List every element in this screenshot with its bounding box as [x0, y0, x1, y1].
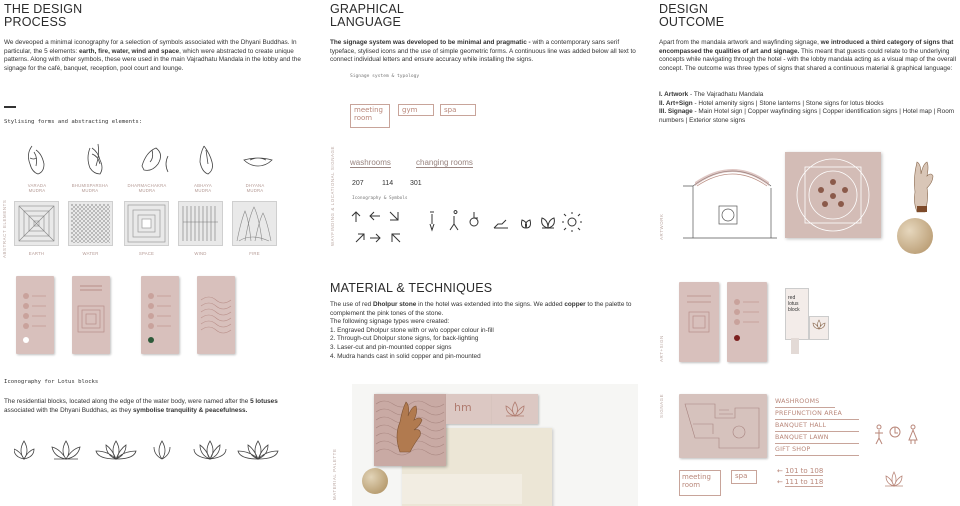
hm-tile — [446, 394, 492, 424]
wind-pattern-icon — [179, 202, 222, 245]
toilet-icons — [873, 424, 933, 446]
fire-tile — [232, 201, 277, 246]
earth-pattern-icon — [15, 202, 58, 245]
text-run: Apart from the mandala artwork and wayfinding signage, — [659, 39, 821, 46]
hotel-map-plan — [679, 394, 767, 458]
text-run: The signage system was developed to be minimal and pragmatic - — [330, 39, 533, 46]
hm-tile-text: hm — [454, 401, 472, 414]
room-range-1-text: 101 to 108 — [785, 467, 824, 475]
stylising-subheading: Stylising forms and abstracting elements: — [4, 119, 143, 125]
stone-sign-1 — [16, 276, 54, 354]
lotus-block-sign — [785, 288, 809, 340]
artwork-label: ARTWORK — [659, 213, 664, 240]
lotus-tile — [492, 394, 538, 424]
directory-banquet-lawn: BANQUET LAWN — [775, 432, 859, 444]
title-line-2: OUTCOME — [659, 15, 725, 29]
element-label-space: SPACE — [138, 251, 155, 256]
outcome-item-1-text: - The Vajradhatu Mandala — [688, 91, 764, 98]
text-run: , which were abstracted to create unique patterns. Along with other symbols, these were used in the main Vajradhatu Mandala in the lobby and the signage for the café, banquet, reception, pool court and lounge. — [4, 47, 301, 72]
amenity-stone-engraving-2 — [727, 282, 767, 362]
element-label-water: WATER — [82, 251, 99, 256]
water-pattern-icon — [69, 202, 112, 245]
element-label-earth: EARTH — [28, 251, 45, 256]
mudra-caption-1: VARADA MUDRA — [27, 183, 47, 193]
spa-sign-outcome: spa — [731, 470, 757, 484]
washrooms-sign: washrooms — [350, 158, 391, 167]
lotus-block-text: red lotus block — [788, 295, 800, 313]
iconography-title: Iconography & Symbols — [352, 196, 408, 201]
small-lotus-icon — [810, 317, 828, 331]
stone-sign-2 — [72, 276, 110, 354]
stone-wave-pattern — [197, 276, 235, 354]
title-line-1: GRAPHICAL — [330, 2, 405, 16]
room-range-1: ← 101 to 108 — [777, 467, 824, 475]
column-design-outcome — [645, 0, 960, 506]
gym-sign: gym — [398, 104, 434, 116]
graphical-language-intro — [330, 39, 636, 65]
directory-washrooms: WASHROOMS — [775, 396, 835, 408]
title-line-2: LANGUAGE — [330, 15, 402, 29]
text-run: we introduced a third category of signs that encompassed the qualities of art and signage. — [659, 39, 954, 55]
abstract-elements-label: ABSTRACT ELEMENTS — [2, 199, 7, 258]
material-list-item-4: 4. Mudra hands cast in solid copper and pin-mounted — [330, 352, 481, 360]
outcome-item-1 — [659, 91, 957, 100]
text-run: symbolise tranquility & peacefulness. — [132, 406, 248, 414]
art-sign-label: ART+SIGN — [659, 335, 664, 362]
mandala-pattern — [785, 152, 881, 238]
text-run: The residential blocks, located along the edge of the water body, were named after the — [4, 398, 251, 405]
meeting-room-sign-outcome: meeting room — [679, 470, 721, 496]
text-run: The use of red — [330, 301, 373, 308]
stone-maze-pattern — [72, 276, 110, 354]
room-range-sign — [777, 466, 823, 488]
lotus-block-lotus — [809, 316, 829, 340]
directory-prefunction: PREFUNCTION AREA — [775, 408, 859, 420]
mandala-artwork — [785, 152, 881, 238]
text-run: copper — [564, 301, 586, 308]
text-run: in the hotel was extended into the signs. We added — [416, 301, 565, 308]
outcome-item-2-head: II. Art+Sign — [659, 99, 693, 107]
lotus-icons-row — [14, 437, 294, 463]
directory-sign — [775, 396, 873, 456]
signage-label: SIGNAGE — [659, 393, 664, 418]
room-number-2: 114 — [382, 180, 394, 187]
directory-banquet-hall: BANQUET HALL — [775, 420, 859, 432]
room-number-1: 207 — [352, 180, 364, 187]
material-list-item-1: 1. Engraved Dholpur stone with or w/o copper colour in-fill — [330, 326, 494, 334]
lotus-subheading: Iconography for Lotus blocks — [4, 379, 99, 385]
divider — [4, 106, 16, 108]
room-number-3: 301 — [410, 180, 422, 187]
water-tile — [68, 201, 113, 246]
copper-disc — [362, 468, 388, 494]
outcome-item-3-text: - Main Hotel sign | Copper wayfinding signs | Copper identification signs | Hotel map | Room numbers | Exterior stone signs — [659, 108, 955, 124]
spa-sign: spa — [440, 104, 476, 116]
outcome-item-3 — [659, 108, 957, 125]
amenity-stone-engraving-1 — [679, 282, 719, 362]
material-list-item-2: 2. Through-cut Dholpur stone signs, for back-lighting — [330, 335, 479, 343]
title-line-2: PROCESS — [4, 15, 67, 29]
changing-rooms-sign: changing rooms — [416, 158, 473, 167]
lotus-block-post — [791, 338, 799, 354]
wind-tile — [178, 201, 223, 246]
wayfinding-label: WAYFINDING & LOCATIONAL SIGNAGE — [330, 145, 335, 246]
mudra-hands-icons — [18, 142, 308, 188]
title-line-1: DESIGN — [659, 2, 709, 16]
stone-sign-engraving — [16, 276, 54, 354]
lotus-icon — [492, 394, 538, 424]
wayfinding-icons — [350, 208, 610, 248]
stone-sign-3 — [141, 276, 179, 354]
copper-hand-icon — [390, 398, 430, 454]
text-run: to the palette to complement the pink tones of the stone. — [330, 301, 632, 317]
title-material-techniques: MATERIAL & TECHNIQUES — [330, 281, 493, 295]
mudra-caption-3: DHARMACHAKRA MUDRA — [127, 183, 167, 193]
panel-title: Signage system & typology — [350, 74, 420, 79]
space-pattern-icon — [125, 202, 168, 245]
amenity-stone-sign-2 — [727, 282, 767, 362]
title-design-process — [4, 3, 82, 29]
lobby-section-drawing — [679, 156, 779, 242]
design-process-intro — [4, 39, 304, 73]
room-range-2: ← 111 to 118 — [777, 478, 824, 486]
signage-typology-panel — [342, 70, 632, 250]
copper-mudra-sculpture-icon — [905, 156, 935, 214]
material-palette-label: MATERIAL PALETTE — [332, 448, 337, 500]
hotel-map-stone — [679, 394, 767, 458]
text-run: with a contemporary sans serif typeface, stylised icons and the use of simple geometric forms. A continuous line was added below all text to connect individual letters and ensure accuracy while installing the signs. — [330, 39, 636, 64]
title-design-outcome — [659, 3, 724, 29]
outcome-item-2-text: - Hotel amenity signs | Stone lanterns | Stone signs for lotus blocks — [692, 99, 884, 107]
outcome-item-1-head: I. Artwork — [659, 91, 689, 98]
text-run: associated with the Dhyani Buddhas, as they — [4, 406, 133, 414]
text-run: Dholpur stone — [372, 301, 417, 308]
mudra-caption-4: ABHAYA MUDRA — [194, 183, 212, 193]
title-graphical-language — [330, 3, 404, 29]
outcome-item-2 — [659, 100, 957, 109]
text-run: earth, fire, water, wind and space — [78, 47, 180, 55]
text-run: 5 lotuses — [250, 398, 278, 405]
column-graphical-language — [320, 0, 645, 506]
space-tile — [124, 201, 169, 246]
directory-gift-shop: GIFT SHOP — [775, 444, 859, 456]
lotus-blocks-text — [4, 398, 304, 415]
material-intro — [330, 301, 631, 317]
text-run: We deveoped a minimal iconography for a selection of symbols associated with the Dhyani Buddhas. In particular, the 5 elements: — [4, 39, 297, 55]
fire-pattern-icon — [233, 202, 276, 245]
design-outcome-intro — [659, 39, 957, 73]
mudra-caption-5: DHYANA MUDRA — [245, 183, 265, 193]
copper-disc-sign — [897, 218, 933, 254]
column-design-process — [0, 0, 320, 506]
element-label-fire: FIRE — [249, 251, 260, 256]
material-list-item-3: 3. Laser-cut and pin-mounted copper signs — [330, 343, 452, 351]
stone-sign-4 — [197, 276, 235, 354]
copper-lotus-icon — [881, 466, 907, 488]
cream-strip — [402, 474, 522, 504]
text-run: This meant that guests could relate to the underlying concepts while navigating through the hotel - with the lobby mandala acting as a visual map of the overall concept. The outcome was three types of signs that shared a continuous material & graphical language: — [659, 47, 956, 72]
earth-tile — [14, 201, 59, 246]
element-label-wind: WIND — [194, 251, 207, 256]
room-range-2-text: 111 to 118 — [785, 478, 824, 486]
mudra-caption-2: BHUMISPARSHA MUDRA — [71, 183, 109, 193]
material-list-head: The following signage types were created: — [330, 318, 450, 326]
outcome-item-3-head: III. Signage — [659, 108, 693, 116]
meeting-room-sign: meeting room — [350, 104, 390, 128]
title-line-1: THE DESIGN — [4, 2, 83, 16]
amenity-stone-sign-1 — [679, 282, 719, 362]
stone-sign-engraving-2 — [141, 276, 179, 354]
material-palette-photo — [352, 384, 638, 506]
outcome-list — [659, 91, 957, 125]
material-text — [330, 301, 636, 361]
